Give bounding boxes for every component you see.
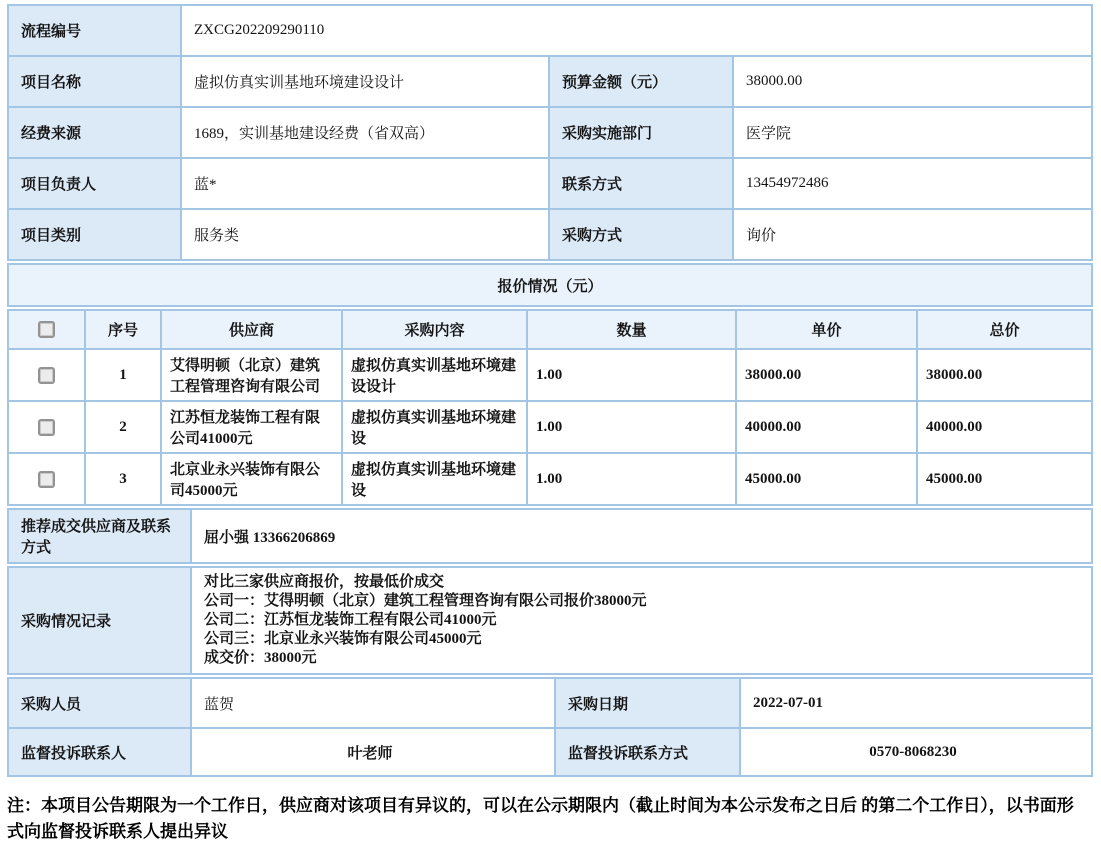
recommended-supplier-table <box>7 508 1093 564</box>
process-number-value: ZXCG202209290110 <box>181 5 1092 56</box>
table-row <box>8 158 1092 209</box>
personnel-supervision-table <box>7 677 1093 777</box>
col-header-total-price: 总价 <box>917 310 1092 349</box>
record-line: 公司一：艾得明顿（北京）建筑工程管理咨询有限公司报价38000元 <box>204 593 647 609</box>
contact-value: 13454972486 <box>733 158 1092 209</box>
row-checkbox[interactable] <box>38 419 55 436</box>
procurement-record-label: 采购情况记录 <box>8 567 191 674</box>
table-row <box>8 567 1092 674</box>
project-name-value: 虚拟仿真实训基地环境建设设计 <box>181 56 549 107</box>
recommended-supplier-value: 屈小强 13366206869 <box>191 509 1092 563</box>
contact-label: 联系方式 <box>549 158 733 209</box>
funding-source-label: 经费来源 <box>8 107 181 158</box>
col-header-qty: 数量 <box>527 310 736 349</box>
quote-row-supplier: 江苏恒龙装饰工程有限公司41000元 <box>161 401 342 453</box>
supervision-contact-value: 叶老师 <box>191 728 555 776</box>
quote-row-qty: 1.00 <box>527 401 736 453</box>
col-header-supplier: 供应商 <box>161 310 342 349</box>
quote-row <box>8 349 1092 401</box>
quote-row-content: 虚拟仿真实训基地环境建设 <box>342 401 527 453</box>
recommended-supplier-label: 推荐成交供应商及联系方式 <box>8 509 191 563</box>
quote-row-unit-price: 40000.00 <box>736 401 917 453</box>
project-category-label: 项目类别 <box>8 209 181 260</box>
funding-source-value: 1689，实训基地建设经费（省双高） <box>181 107 549 158</box>
select-all-checkbox[interactable] <box>38 321 55 338</box>
quote-row-qty: 1.00 <box>527 349 736 401</box>
supervision-contact-label: 监督投诉联系人 <box>8 728 191 776</box>
record-line: 公司三：北京业永兴装饰有限公司45000元 <box>204 631 482 647</box>
col-header-unit-price: 单价 <box>736 310 917 349</box>
row-select-cell <box>8 453 85 505</box>
quote-row-total-price: 45000.00 <box>917 453 1092 505</box>
supervision-phone-value: 0570-8068230 <box>740 728 1092 776</box>
table-row <box>8 728 1092 776</box>
supervision-phone-label: 监督投诉联系方式 <box>555 728 740 776</box>
budget-label: 预算金额（元） <box>549 56 733 107</box>
quote-row-supplier: 艾得明顿（北京）建筑工程管理咨询有限公司 <box>161 349 342 401</box>
quote-row-total-price: 38000.00 <box>917 349 1092 401</box>
quote-row-unit-price: 38000.00 <box>736 349 917 401</box>
process-number-label: 流程编号 <box>8 5 181 56</box>
project-name-label: 项目名称 <box>8 56 181 107</box>
table-row <box>8 107 1092 158</box>
procurement-record-table <box>7 566 1093 675</box>
table-row <box>8 509 1092 563</box>
purchase-date-value: 2022-07-01 <box>740 678 1092 728</box>
purchasing-department-label: 采购实施部门 <box>549 107 733 158</box>
quote-row-total-price: 40000.00 <box>917 401 1092 453</box>
quote-row-supplier: 北京业永兴装饰有限公司45000元 <box>161 453 342 505</box>
col-header-content: 采购内容 <box>342 310 527 349</box>
select-all-cell <box>8 310 85 349</box>
table-row <box>8 678 1092 728</box>
quote-row-no: 2 <box>85 401 161 453</box>
project-category-value: 服务类 <box>181 209 549 260</box>
record-line: 公司二：江苏恒龙装饰工程有限公司41000元 <box>204 612 497 628</box>
table-row <box>8 56 1092 107</box>
table-row <box>8 209 1092 260</box>
quote-section-title: 报价情况（元） <box>8 264 1092 306</box>
purchasing-department-value: 医学院 <box>733 107 1092 158</box>
procurement-method-value: 询价 <box>733 209 1092 260</box>
quote-row-unit-price: 45000.00 <box>736 453 917 505</box>
row-select-cell <box>8 349 85 401</box>
row-select-cell <box>8 401 85 453</box>
quote-table <box>7 309 1093 506</box>
col-header-no: 序号 <box>85 310 161 349</box>
quote-row-content: 虚拟仿真实训基地环境建设设计 <box>342 349 527 401</box>
procurement-method-label: 采购方式 <box>549 209 733 260</box>
quote-row-content: 虚拟仿真实训基地环境建设 <box>342 453 527 505</box>
purchaser-label: 采购人员 <box>8 678 191 728</box>
purchase-date-label: 采购日期 <box>555 678 740 728</box>
quote-row <box>8 453 1092 505</box>
row-checkbox[interactable] <box>38 471 55 488</box>
procurement-record-value <box>191 567 1092 674</box>
row-checkbox[interactable] <box>38 367 55 384</box>
quote-row-no: 3 <box>85 453 161 505</box>
record-line: 成交价：38000元 <box>204 650 317 666</box>
quote-header-row <box>8 310 1092 349</box>
project-leader-label: 项目负责人 <box>8 158 181 209</box>
quote-row <box>8 401 1092 453</box>
table-row <box>8 264 1092 306</box>
budget-value: 38000.00 <box>733 56 1092 107</box>
quote-row-qty: 1.00 <box>527 453 736 505</box>
table-row <box>8 5 1092 56</box>
announcement-note: 注：本项目公告期限为一个工作日，供应商对该项目有异议的，可以在公示期限内（截止时间为本公示发布之日后 的第二个工作日），以书面形式向监督投诉联系人提出异议 <box>7 796 1074 841</box>
purchaser-value: 蓝贺 <box>191 678 555 728</box>
record-line: 对比三家供应商报价，按最低价成交 <box>204 574 445 590</box>
quote-section-band <box>7 263 1093 307</box>
project-leader-value: 蓝* <box>181 158 549 209</box>
project-info-table <box>7 4 1093 261</box>
quote-row-no: 1 <box>85 349 161 401</box>
